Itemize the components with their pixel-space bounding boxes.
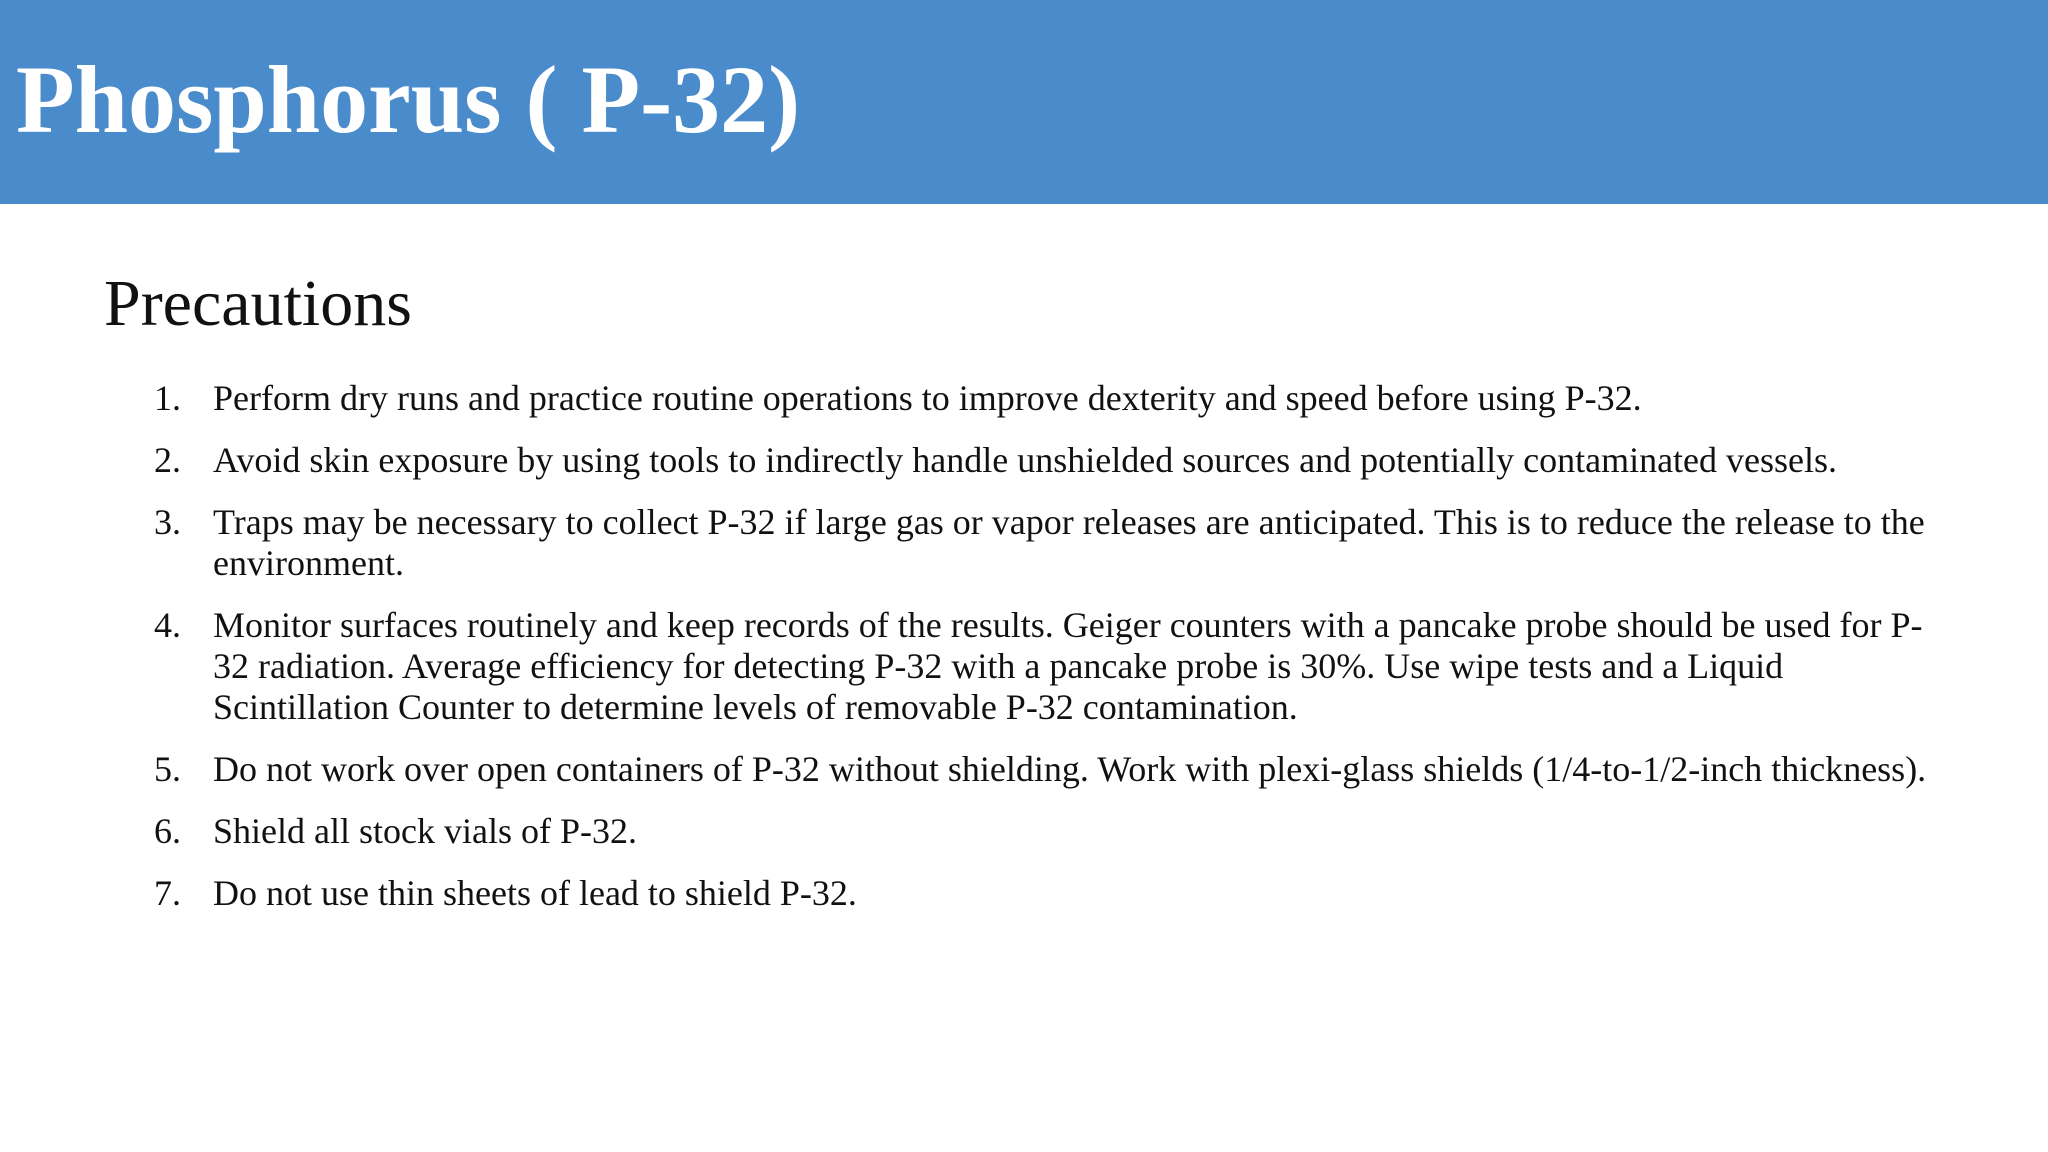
list-item-text: Monitor surfaces routinely and keep records of the results. Geiger counters with a pancake probe should be used for P-32 radiation. Average efficiency for detecting P-32 with a pancake probe is 30%. Use wipe tests and a Liquid Scintillation Counter to determine levels of removable P-32 contamination. (213, 605, 1923, 727)
slide-title: Phosphorus ( P-32) (16, 46, 801, 153)
title-bar (0, 0, 2048, 204)
list-item (150, 440, 1950, 481)
list-item-text: Perform dry runs and practice routine operations to improve dexterity and speed before using P-32. (213, 378, 1642, 418)
list-item-number: 1. (154, 378, 181, 418)
list-item-text: Traps may be necessary to collect P-32 if large gas or vapor releases are anticipated. This is to reduce the release to the environment. (213, 502, 1925, 583)
list-item-text: Avoid skin exposure by using tools to indirectly handle unshielded sources and potentially contaminated vessels. (213, 440, 1838, 480)
list-item-number: 4. (154, 605, 181, 645)
list-item (150, 378, 1950, 419)
list-item-text: Do not use thin sheets of lead to shield P-32. (213, 873, 857, 913)
list-item (150, 605, 1950, 728)
section-heading: Precautions (104, 267, 412, 340)
precautions-list (150, 378, 1950, 935)
list-item-number: 3. (154, 502, 181, 542)
list-item-text: Do not work over open containers of P-32 without shielding. Work with plexi-glass shields (1/4-to-1/2-inch thickness). (213, 749, 1927, 789)
list-item-number: 5. (154, 749, 181, 789)
list-item (150, 502, 1950, 584)
list-item-text: Shield all stock vials of P-32. (213, 811, 637, 851)
list-item (150, 873, 1950, 914)
list-item-number: 6. (154, 811, 181, 851)
list-item (150, 811, 1950, 852)
list-item-number: 7. (154, 873, 181, 913)
list-item-number: 2. (154, 440, 181, 480)
list-item (150, 749, 1950, 790)
